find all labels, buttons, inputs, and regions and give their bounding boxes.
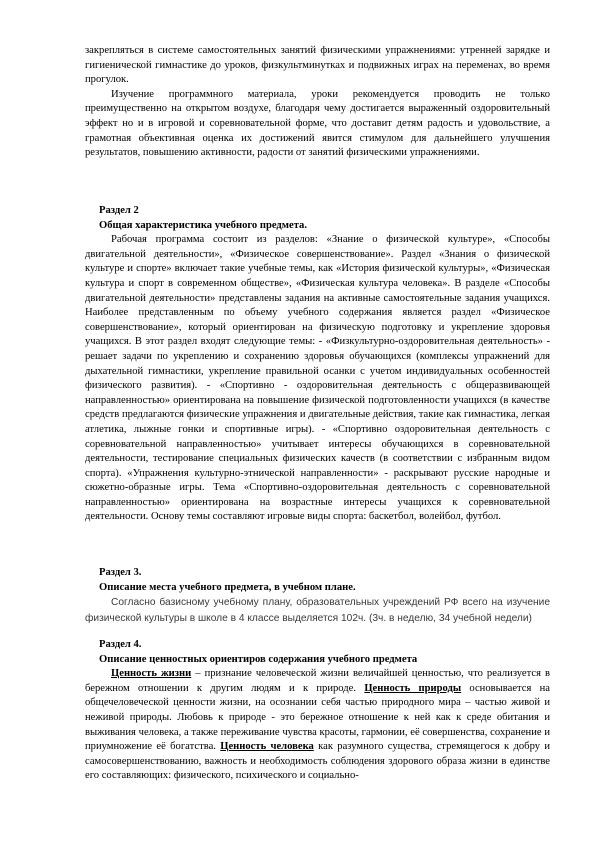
intro-paragraph-2: Изучение программного материала, уроки рекомендуется проводить не только преимущественно на открытом воздухе, благодаря чему достигается выраженный оздоровительный эффект но и в игровой и соревновательной форме, что доставит детям радость и удовольствие, а грамотная объективная оценка их достижений явится стимулом для дальнейшего улучшения результатов, повышению активности, радости от занятий физическими упражнениями. — [85, 88, 550, 159]
section-4-body — [85, 667, 550, 784]
section-2-number: Раздел 2 — [99, 205, 139, 216]
term-value-of-nature: Ценность природы — [364, 682, 462, 694]
section-3-body: Согласно базисному учебному плану, образовательных учреждений РФ всего на изучение физической культуры в школе в 4 классе выделяется 102ч. (3ч. в неделю, 34 учебной недели) — [85, 597, 550, 624]
section-3-number: Раздел 3. — [99, 567, 142, 578]
intro-block — [85, 44, 550, 161]
term-value-of-life: Ценность жизни — [111, 668, 192, 680]
section-4-number: Раздел 4. — [99, 639, 142, 650]
section-4-title: Описание ценностных ориентиров содержания учебного предмета — [99, 653, 418, 665]
section-2-body: Рабочая программа состоит из разделов: «Знание о физической культуре», «Способы двигательной деятельности», «Физическое совершенствование». Раздел «Знания о физической культуре и спорте» включает такие учебные темы, как «История физической культуры», «Физическая культура и спорт в современном обществе», «Физическая культура человека». В разделе «Способы двигательной деятельности» представлены задания на активные самостоятельные задания учащихся. Наиболее представленным по объему учебного содержания является раздел «Физическое совершенствование», который ориентирован на физическую подготовку и укрепление здоровья учащихся. В этот раздел входят следующие темы: - «Физкультурно-оздоровительная деятельность» - решает задачи по укреплению и сохранению здоровья обучающихся (комплексы упражнений для дыхательной гимнастики, укрепление правильной осанки с учетом индивидуальных особенностей физического развития). - «Спортивно - оздоровительная деятельность с общеразвивающей направленностью» ориентирована на повышение физической подготовленности учащихся (в качестве средств предлагаются физические упражнения и двигательные действия, такие как гимнастика, легкая атлетика, лыжные гонки и спортивные игры). - «Спортивно оздоровительная деятельность с соревновательной направленностью» учитывает интересы обучающихся в соревновательной деятельности, тестирование специальных физических качеств (в соответствии с избранным видом спорта). «Упражнения культурно-этнической направленности» - раскрывают русские народные и сюжетно-образные игры. Тема «Спортивно-оздоровительная деятельность с соревновательной направленностью» ориентирована на возрастные интересы учащихся к соревновательной деятельности. Основу темы составляют игровые виды спорта: баскетбол, волейбол, футбол. — [85, 234, 550, 523]
term-value-of-human: Ценность человека — [220, 741, 314, 753]
text-value-of-life: – признание человеческой жизни величайшей ценностью, что реализуется в бережном отношении к другим людям и к природе. — [85, 668, 550, 694]
section-4 — [85, 638, 550, 784]
intro-paragraph-1: закрепляться в системе самостоятельных занятий физическими упражнениями: утренней зарядке и гигиенической гимнастике до уроков, физкультминутках и подвижных играх на переменах, во время прогулок. — [85, 45, 550, 86]
text-value-of-human: как разумного существа, стремящегося к добру и самосовершенствованию, важность и необходимость соблюдения здорового образа жизни в единстве его составляющих: физического, психического и социально- — [85, 741, 551, 782]
section-2-title: Общая характеристика учебного предмета. — [99, 219, 307, 231]
section-3-title: Описание места учебного предмета, в учебном плане. — [99, 581, 356, 593]
text-value-of-nature: основывается на общечеловеческой ценности жизни, на осознании себя частью природного мира – частью живой и неживой природы. Любовь к природе - это бережное отношение к ней как к среде обитания и выживания человека, а также переживание чувства красоты, гармонии, её совершенства, сохранение и приумножение её богатства. — [85, 682, 551, 753]
section-3 — [85, 566, 550, 626]
section-2 — [85, 204, 550, 525]
